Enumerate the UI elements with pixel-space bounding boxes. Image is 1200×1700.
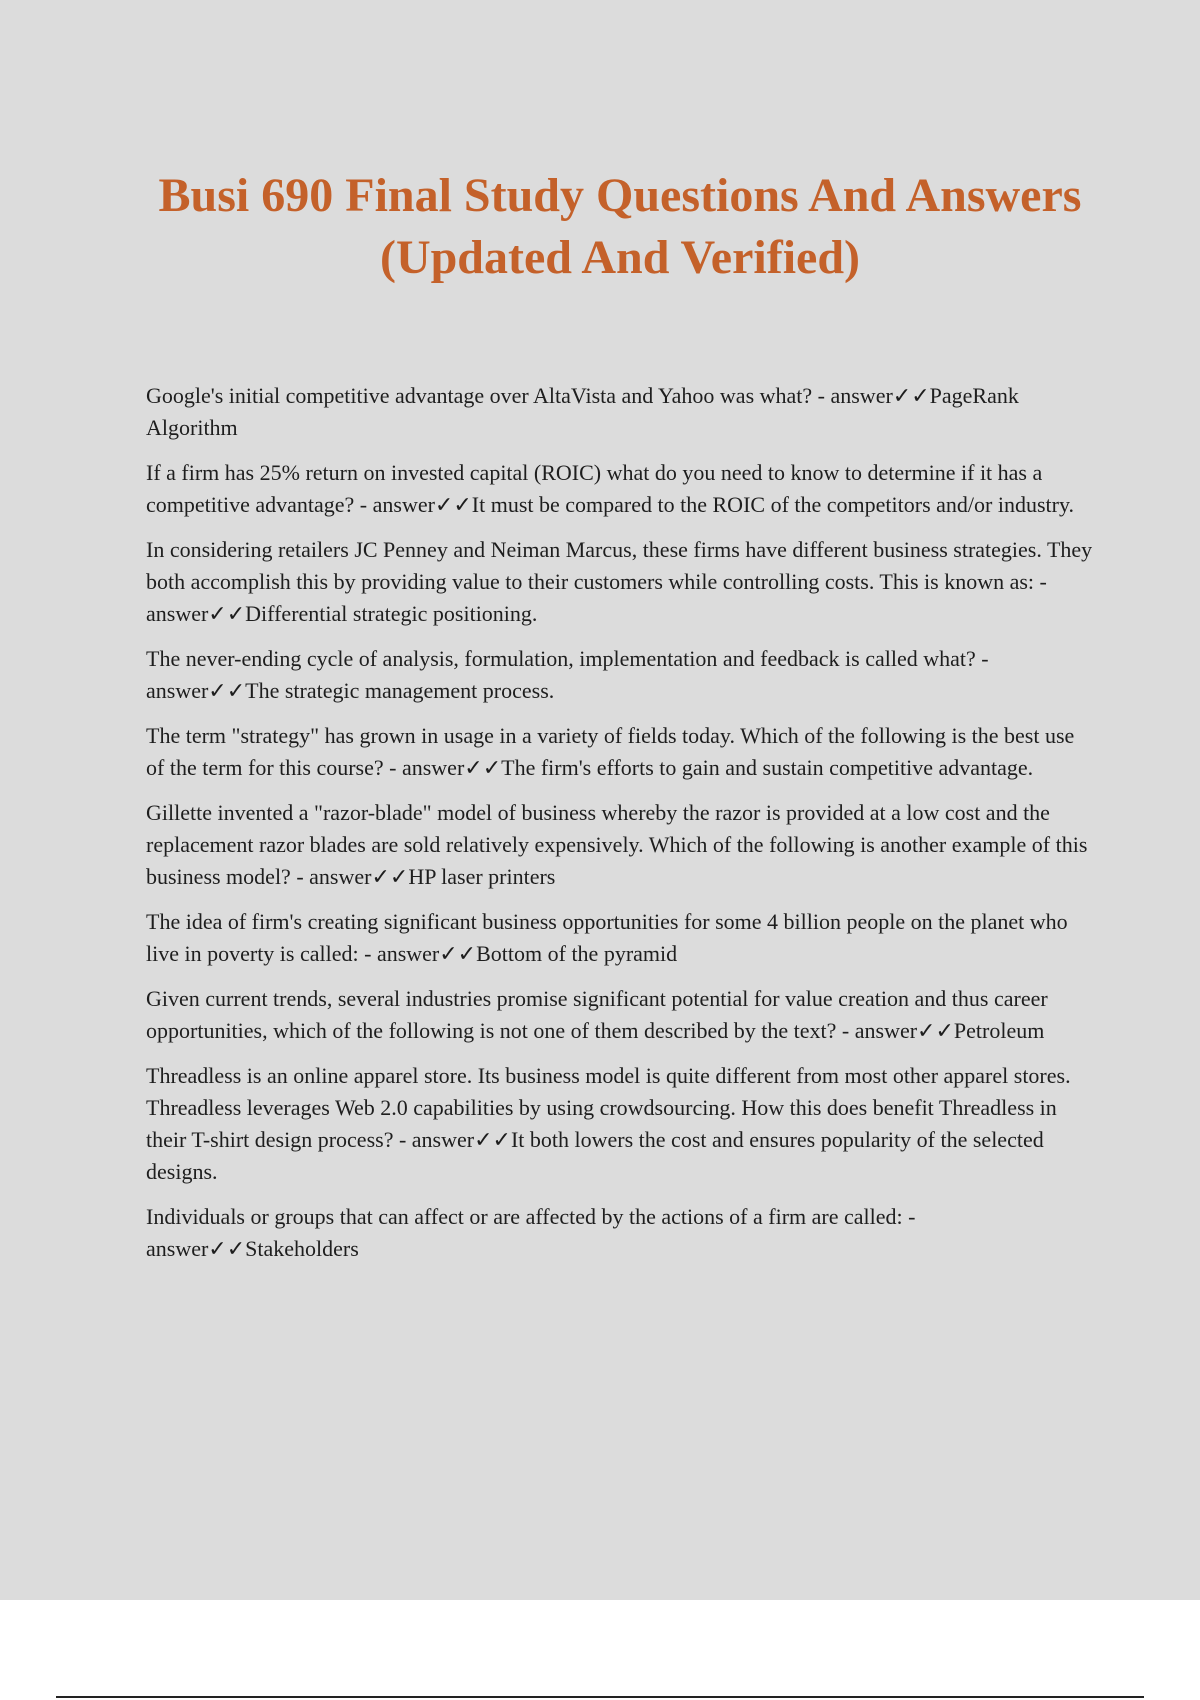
qa-item (146, 720, 1096, 784)
answer-marker: answer✓✓ (401, 755, 502, 780)
qa-item (146, 906, 1096, 970)
qa-item (146, 643, 1096, 707)
qa-item (146, 797, 1096, 893)
answer-marker: answer✓✓ (376, 941, 477, 966)
answer-marker: answer✓✓ (854, 1018, 954, 1043)
bottom-divider (56, 1696, 1144, 1698)
answer-text: Stakeholders (245, 1236, 359, 1261)
answer-text: PageRank Algorithm (146, 383, 1019, 440)
answer-text: Differential strategic positioning. (245, 601, 538, 626)
qa-item (146, 380, 1096, 444)
qa-item (146, 534, 1096, 630)
answer-text: It both lowers the cost and ensures popularity of the selected designs. (146, 1127, 1044, 1184)
answer-text: The firm's efforts to gain and sustain competitive advantage. (501, 755, 1034, 780)
qa-list (146, 380, 1096, 1278)
question-text: Google's initial competitive advantage over AltaVista and Yahoo was what? - (146, 383, 825, 408)
answer-marker: answer✓✓ (146, 678, 246, 703)
question-text: Gillette invented a "razor-blade" model of business whereby the razor is provided at a low cost and the replacement razor blades are sold relatively expensively. Which of the following is another example of this business model? - (146, 800, 1088, 889)
qa-item (146, 983, 1096, 1047)
qa-item (146, 1060, 1096, 1188)
qa-item (146, 1201, 1096, 1265)
answer-text: Bottom of the pyramid (476, 941, 678, 966)
question-text: If a firm has 25% return on invested capital (ROIC) what do you need to know to determine if it has a competitive advantage? - (146, 460, 1043, 517)
answer-text: The strategic management process. (245, 678, 555, 703)
answer-marker: answer✓✓ (309, 864, 409, 889)
question-text: In considering retailers JC Penney and Neiman Marcus, these firms have different business strategies. They both accomplish this by providing value to their customers while controlling costs. This is known as: - (146, 537, 1093, 594)
answer-text: Petroleum (953, 1018, 1045, 1043)
question-text: The idea of firm's creating significant business opportunities for some 4 billion people on the planet who live in poverty is called: - (146, 909, 1068, 966)
document-title (100, 165, 1140, 289)
question-text: Individuals or groups that can affect or are affected by the actions of a firm are called: - (146, 1204, 916, 1229)
title-line-1: Busi 690 Final Study Questions And Answers (158, 169, 1082, 222)
answer-marker: answer✓✓ (146, 1236, 246, 1261)
answer-marker: answer✓✓ (830, 383, 930, 408)
question-text: Threadless is an online apparel store. Its business model is quite different from most other apparel stores. Threadless leverages Web 2.0 capabilities by using crowdsourcing. How this does benefit Threadless in their T-shirt design process? - (146, 1063, 1071, 1152)
answer-text: It must be compared to the ROIC of the competitors and/or industry. (471, 492, 1075, 517)
answer-marker: answer✓✓ (372, 492, 472, 517)
question-text: The never-ending cycle of analysis, formulation, implementation and feedback is called what? - (146, 646, 989, 671)
answer-marker: answer✓✓ (146, 601, 246, 626)
qa-item (146, 457, 1096, 521)
title-line-2: (Updated And Verified) (379, 231, 861, 284)
answer-text: HP laser printers (408, 864, 556, 889)
answer-marker: answer✓✓ (411, 1127, 511, 1152)
question-text: Given current trends, several industries promise significant potential for value creation and thus career opportunities, which of the following is not one of them described by the text? - (146, 986, 1048, 1043)
question-text: The term "strategy" has grown in usage in a variety of fields today. Which of the following is the best use of the term for this course? - (146, 723, 1075, 780)
